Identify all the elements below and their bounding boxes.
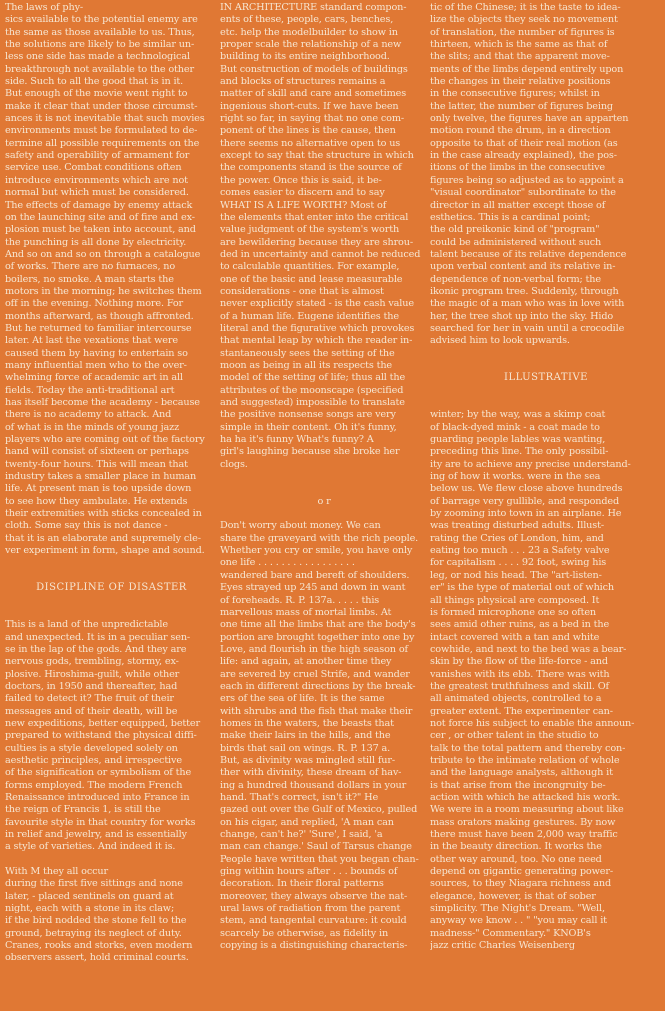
text-line: Don't worry about money. We can bbox=[220, 520, 381, 532]
text-line: only twelve, the figures have an apparten bbox=[430, 113, 629, 125]
text-line: upon verbal content and its relative in- bbox=[430, 261, 616, 273]
text-line: moon as being in all its respects the bbox=[220, 359, 393, 371]
text-line: change, can't he?' 'Sure', I said, 'a bbox=[220, 829, 383, 841]
text-line: in the case already explained), the pos- bbox=[430, 150, 617, 162]
text-line: months afterward, as though affronted. bbox=[5, 310, 194, 322]
text-line: breakthrough not available to the other bbox=[5, 63, 194, 75]
text-line bbox=[430, 348, 662, 360]
text-line: plosive. Hiroshima-guilt, while other bbox=[5, 668, 180, 680]
text-line: madness-" Commentary." KNOB's bbox=[430, 927, 591, 939]
text-line: the positive nonsense songs are very bbox=[220, 409, 396, 421]
text-line: are bewildering because they are shrou- bbox=[220, 236, 413, 248]
text-line: But, as divinity was mingled still fur- bbox=[220, 754, 395, 766]
text-line: The laws of phy- bbox=[5, 2, 84, 13]
text-line: ances it is not inevitable that such movies bbox=[5, 113, 205, 125]
text-line: intact covered with a tan and white bbox=[430, 631, 600, 643]
text-line bbox=[5, 570, 218, 582]
text-line: new expeditions, better equipped, better bbox=[5, 717, 200, 729]
text-line: of black-dyed mink - a coat made to bbox=[430, 421, 600, 433]
text-line: of foreheads. R. P. 137a. . . . . this bbox=[220, 594, 380, 606]
text-line bbox=[430, 385, 662, 397]
text-line: many influential men who to the over- bbox=[5, 359, 187, 371]
text-line: ity are to achieve any precise understand- bbox=[430, 458, 631, 470]
text-line: the old preikonic kind of "program" bbox=[430, 224, 600, 236]
text-line: the greatest truthfulness and skill. Of bbox=[430, 680, 609, 692]
text-line: lize the objects they seek no movement bbox=[430, 14, 618, 26]
text-line: one of the basic and lease measurable bbox=[220, 273, 403, 285]
text-line: IN ARCHITECTURE standard compon- bbox=[220, 2, 407, 13]
text-line: share the graveyard with the rich people. bbox=[220, 532, 419, 544]
text-line: ers of the sea of life. It is the same bbox=[220, 693, 385, 705]
text-line: other way around, too. No one need bbox=[430, 853, 602, 865]
text-line: rating the Cries of London, him, and bbox=[430, 532, 604, 544]
text-line: of the signification or symbolism of the bbox=[5, 767, 192, 779]
text-line: the slits; and that the apparent move- bbox=[430, 51, 610, 63]
text-line: all animated objects, controlled to a bbox=[430, 693, 602, 705]
text-line: not force his subject to enable the announ- bbox=[430, 717, 635, 729]
text-line: ural laws of radiation from the parent bbox=[220, 903, 401, 915]
text-line: motors in the morning; he switches them bbox=[5, 285, 202, 297]
text-line: hand. That's correct, isn't it?" He bbox=[220, 792, 379, 803]
text-line: winter; by the way, was a skimp coat bbox=[430, 409, 606, 421]
text-line: stem, and tangental curvature: it could bbox=[220, 915, 407, 927]
text-line: ther with divinity, these dream of hav- bbox=[220, 767, 402, 779]
text-line: hand will consist of sixteen or perhaps bbox=[5, 446, 189, 458]
text-line: dependence of non-verbal form; the bbox=[430, 273, 601, 285]
text-line: the magic of a man who was in love with bbox=[430, 298, 625, 310]
text-line: simple in their content. Oh it's funny, bbox=[220, 421, 397, 433]
text-line: on his cigar, and replied, 'A man can bbox=[220, 816, 394, 828]
text-line: sources, to they Niagara richness and bbox=[430, 878, 612, 890]
text-line bbox=[5, 557, 218, 569]
text-line: building to its entire neighborhood. bbox=[220, 51, 390, 63]
text-line: Whether you cry or smile, you have only bbox=[220, 545, 413, 557]
text-column-right bbox=[430, 2, 662, 952]
text-line: one time all the limbs that are the body's bbox=[220, 619, 416, 631]
text-line bbox=[5, 595, 218, 607]
text-line: night, each with a stone in its claw; bbox=[5, 903, 175, 915]
text-line: figures being so adjusted as to appoint a bbox=[430, 174, 624, 186]
text-line: their extremities with sticks concealed in bbox=[5, 508, 202, 520]
text-line: decoration. In their floral patterns bbox=[220, 878, 384, 890]
text-line: mass orators making gestures. By now bbox=[430, 816, 616, 828]
text-line: has itself become the academy - because bbox=[5, 397, 200, 408]
text-line: of barrage very gullible, and responded bbox=[430, 495, 620, 507]
text-line: to see how they ambulate. He extends bbox=[5, 495, 188, 507]
text-line: But he returned to familiar intercourse bbox=[5, 322, 192, 334]
text-line: portion are brought together into one by bbox=[220, 631, 415, 643]
text-line: the punching is all done by electricity. bbox=[5, 236, 187, 248]
text-line: advised him to look upwards. bbox=[430, 335, 570, 347]
text-line: each in different directions by the break- bbox=[220, 680, 416, 692]
text-line: model of the setting of life; thus all the bbox=[220, 372, 406, 384]
text-line: cer , or other talent in the studio to bbox=[430, 730, 599, 742]
text-line: that it is an elaborate and supremely cle- bbox=[5, 532, 201, 544]
text-line: one life . . . . . . . . . . . . . . . . . bbox=[220, 557, 355, 569]
text-line: messages and of their death, will be bbox=[5, 705, 178, 717]
text-line: Eyes strayed up 245 and down in want bbox=[220, 582, 406, 594]
text-line: literal and the figurative which provokes bbox=[220, 322, 415, 334]
text-line: This is a land of the unpredictable bbox=[5, 619, 168, 631]
text-line: industry takes a smaller place in human bbox=[5, 471, 197, 483]
text-line: by zooming into town in an airplane. He bbox=[430, 508, 622, 520]
text-line: if the bird nodded the stone fell to the bbox=[5, 915, 187, 927]
text-line: cloth. Some say this is not dance - bbox=[5, 520, 168, 532]
text-line bbox=[220, 483, 428, 495]
text-line: of a human life. Eugene identifies the bbox=[220, 310, 399, 322]
text-line: safety and operability of armament for bbox=[5, 150, 190, 162]
text-line: and the language analysts, although it bbox=[430, 767, 613, 779]
text-line: opposite to that of their real motion (as bbox=[430, 137, 618, 149]
text-line: And so on and so on through a catalogue bbox=[5, 248, 201, 260]
text-line: could be administered without such bbox=[430, 236, 602, 248]
text-line bbox=[430, 397, 662, 409]
text-line: cowhide, and next to the bed was a bear- bbox=[430, 643, 627, 655]
text-line: ground, betraying its neglect of duty. bbox=[5, 927, 182, 939]
text-line: talent because of its relative dependence bbox=[430, 248, 627, 260]
text-line: termine all possible requirements on the bbox=[5, 137, 200, 149]
text-line: a style of varieties. And indeed it is. bbox=[5, 841, 176, 853]
text-line: "visual coordinator" subordinate to the bbox=[430, 187, 616, 199]
text-line: director in all matter except those of bbox=[430, 199, 606, 211]
text-line: the elements that enter into the critical bbox=[220, 211, 409, 223]
text-line: talk to the total pattern and thereby con- bbox=[430, 742, 626, 754]
text-line: nervous gods, trembling, stormy, ex- bbox=[5, 656, 179, 668]
text-line: itions of the limbs in the consecutive bbox=[430, 162, 606, 174]
text-line: fields. Today the anti-traditional art bbox=[5, 384, 175, 396]
text-line: and unexpected. It is in a peculiar sen- bbox=[5, 631, 191, 643]
text-line: But enough of the movie went right to bbox=[5, 88, 188, 100]
text-line: Renaissance introduced into France in bbox=[5, 792, 190, 803]
section-heading: ILLUSTRATIVE bbox=[504, 372, 588, 384]
text-line: scarcely be otherwise, as fidelity in bbox=[220, 927, 389, 939]
text-line: depend on gigantic generating power- bbox=[430, 866, 613, 878]
text-line: preceding this line. The only possibil- bbox=[430, 446, 609, 458]
text-line: prepared to withstand the physical diffi- bbox=[5, 730, 197, 742]
text-line: was treating disturbed adults. Illust- bbox=[430, 520, 604, 532]
text-line: environments must be formulated to de- bbox=[5, 125, 198, 137]
text-line: plosion must be taken into account, and bbox=[5, 224, 196, 236]
text-line: leg, or nod his head. The "art-listen- bbox=[430, 569, 602, 581]
text-line: of works. There are no furnaces, no bbox=[5, 261, 176, 273]
text-line: sees amid other ruins, as a bed in the bbox=[430, 619, 610, 631]
text-line: boilers, no smoke. A man starts the bbox=[5, 273, 174, 285]
text-line: twenty-four hours. This will mean that bbox=[5, 458, 188, 470]
text-line: in the consecutive figures; whilst in bbox=[430, 88, 600, 100]
text-line: favourite style in that country for works bbox=[5, 816, 196, 828]
text-line: sics available to the potential enemy are bbox=[5, 14, 198, 26]
text-line: later, - placed sentinels on guard at bbox=[5, 890, 174, 902]
text-line: during the first five sittings and none bbox=[5, 878, 183, 890]
text-line: ing a hundred thousand dollars in your bbox=[220, 779, 407, 791]
text-line: tribute to the intimate relation of whole bbox=[430, 754, 620, 766]
text-line: man can change.' Saul of Tarsus change bbox=[220, 841, 412, 853]
text-line: ver experiment in form, shape and sound. bbox=[5, 545, 205, 557]
text-line: the power. Once this is said, it be- bbox=[220, 174, 382, 186]
text-line: jazz critic Charles Weisenberg bbox=[430, 940, 575, 952]
text-line: We were in a room measuring about like bbox=[430, 804, 624, 816]
text-line: simplicity. The Night's Dream. "Well, bbox=[430, 903, 605, 915]
text-line: there must have been 2,000 way traffic bbox=[430, 829, 618, 841]
text-line: wandered bare and bereft of shoulders. bbox=[220, 569, 410, 581]
text-line: life. At present man is too upside down bbox=[5, 483, 192, 495]
text-line: With M they all occur bbox=[5, 866, 108, 878]
text-line: players who are coming out of the factory bbox=[5, 434, 205, 446]
text-line: make it clear that under those circumst- bbox=[5, 100, 198, 112]
text-line: the solutions are likely to be similar un- bbox=[5, 39, 195, 51]
text-line: less one side has made a technological bbox=[5, 51, 190, 63]
text-line: ded in uncertainty and cannot be reduced bbox=[220, 248, 421, 260]
text-line: are severed by cruel Strife, and wander bbox=[220, 668, 410, 680]
text-line: copying is a distinguishing characteris- bbox=[220, 940, 408, 952]
text-line: gazed out over the Gulf of Mexico, pulled bbox=[220, 804, 418, 816]
text-line: esthetics. This is a cardinal point; bbox=[430, 211, 591, 223]
text-line: observers assert, hold criminal courts. bbox=[5, 952, 189, 964]
text-line: guarding people lables was wanting, bbox=[430, 434, 606, 446]
text-line: normal but which must be considered. bbox=[5, 187, 189, 199]
text-line: is formed microphone one so often bbox=[430, 606, 596, 618]
text-line: matter of skill and care and sometimes bbox=[220, 88, 407, 100]
text-line: skin by the flow of the life-force - and bbox=[430, 656, 608, 668]
text-line: er" is the type of material out of which bbox=[430, 582, 614, 594]
text-line: eating too much . . . 23 a Safety valve bbox=[430, 545, 610, 557]
text-line bbox=[430, 360, 662, 372]
text-line: below us. We flew close above hundreds bbox=[430, 483, 623, 495]
text-line: ments of the limbs depend entirely upon bbox=[430, 63, 624, 75]
text-line: caused them by having to entertain so bbox=[5, 347, 188, 359]
text-line: side. Such to all the good that is in it. bbox=[5, 76, 184, 88]
text-line: clogs. bbox=[220, 458, 248, 470]
text-line: The effects of damage by enemy attack bbox=[5, 199, 193, 211]
text-line: considerations - one that is almost bbox=[220, 285, 384, 297]
text-line: birds that sail on wings. R. P. 137 a. bbox=[220, 742, 391, 754]
text-line: and blocks of structures remains a bbox=[220, 76, 386, 88]
text-line: is that arise from the incongruity be- bbox=[430, 779, 606, 791]
text-line: homes in the waters, the beasts that bbox=[220, 717, 394, 729]
text-line: later. At last the vexations that were bbox=[5, 335, 178, 347]
text-line: of what is in the minds of young jazz bbox=[5, 421, 180, 433]
text-line: ents of these, people, cars, benches, bbox=[220, 14, 394, 26]
text-line: vanishes with its ebb. There was with bbox=[430, 668, 610, 680]
text-line: marvellous mass of mortal limbs. At bbox=[220, 606, 392, 618]
text-line: tic of the Chinese; it is the taste to idea- bbox=[430, 2, 621, 13]
text-line: except to say that the structure in which bbox=[220, 150, 414, 162]
text-line: stantaneously sees the setting of the bbox=[220, 347, 395, 359]
text-line: thirteen, which is the same as that of bbox=[430, 39, 608, 51]
text-line: ha ha it's funny What's funny? A bbox=[220, 434, 374, 446]
text-column-left bbox=[5, 2, 218, 965]
text-line: the reign of Francis 1, is still the bbox=[5, 804, 161, 816]
text-line bbox=[5, 607, 218, 619]
text-line: greater extent. The experimenter can- bbox=[430, 705, 613, 717]
text-line: Love, and flourish in the high season of bbox=[220, 643, 408, 655]
text-line: and suggested) impossible to translate bbox=[220, 397, 405, 408]
text-line: proper scale the relationship of a new bbox=[220, 39, 402, 51]
section-heading: DISCIPLINE OF DISASTER bbox=[36, 582, 187, 594]
text-line bbox=[220, 508, 428, 520]
text-line: forms employed. The modern French bbox=[5, 779, 183, 791]
text-line: there is no academy to attack. And bbox=[5, 409, 172, 421]
text-line: ponent of the lines is the cause, then bbox=[220, 125, 396, 137]
text-line: WHAT IS A LIFE WORTH? Most of bbox=[220, 199, 387, 211]
text-line: motion round the drum, in a direction bbox=[430, 125, 611, 137]
text-line: make their lairs in the hills, and the bbox=[220, 730, 391, 742]
text-line: service use. Combat conditions often bbox=[5, 162, 182, 174]
text-line: off in the evening. Nothing more. For bbox=[5, 298, 184, 310]
text-line: elegance, however, is that of sober bbox=[430, 890, 596, 902]
text-line: moreover, they always observe the nat- bbox=[220, 890, 408, 902]
text-line: culties is a style developed solely on bbox=[5, 742, 178, 754]
text-line: with shrubs and the fish that make their bbox=[220, 705, 413, 717]
text-line: of translation, the number of figures is bbox=[430, 26, 615, 38]
text-line: that mental leap by which the reader in- bbox=[220, 335, 413, 347]
text-line: in relief and jewelry, and is essentially bbox=[5, 829, 187, 841]
text-line: for capitalism . . . . 92 foot, swing his bbox=[430, 557, 607, 569]
text-line: People have written that you began chan- bbox=[220, 853, 419, 865]
text-line: etc. help the modelbuilder to show in bbox=[220, 26, 398, 38]
text-line: failed to detect it? The fruit of their bbox=[5, 693, 174, 705]
text-line: never explicitly stated - is the cash value bbox=[220, 298, 414, 310]
text-line: ing of how it works. were in the sea bbox=[430, 471, 601, 483]
text-line: her, the tree shot up into the sky. Hido bbox=[430, 310, 614, 322]
text-line: ging within hours after . . . bounds of bbox=[220, 866, 398, 878]
text-line bbox=[5, 854, 218, 866]
text-line: all things physical are composed. It bbox=[430, 594, 600, 606]
section-heading: o r bbox=[317, 495, 331, 507]
text-line: the latter, the number of figures being bbox=[430, 100, 613, 112]
text-line: But construction of models of buildings bbox=[220, 63, 408, 75]
text-line: Cranes, rooks and storks, even modern bbox=[5, 940, 193, 952]
text-line: ingenious short-cuts. If we have been bbox=[220, 100, 399, 112]
text-line: searched for her in vain until a crocodile bbox=[430, 322, 625, 334]
text-line: in the beauty direction. It works the bbox=[430, 841, 602, 853]
text-line: ikonic program tree. Suddenly, through bbox=[430, 285, 619, 297]
text-line: value judgment of the system's worth bbox=[220, 224, 400, 236]
text-line: on the launching site and of fire and ex- bbox=[5, 211, 195, 223]
text-line: right so far, in saying that no one com- bbox=[220, 113, 404, 125]
text-line: comes easier to discern and to say bbox=[220, 187, 385, 199]
text-column-middle bbox=[220, 2, 428, 952]
text-line: the changes in their relative positions bbox=[430, 76, 611, 88]
text-line bbox=[220, 471, 428, 483]
text-line: to calculable quantities. For example, bbox=[220, 261, 400, 273]
text-line: the components stand is the source of bbox=[220, 162, 402, 174]
text-line: aesthetic principles, and irrespective bbox=[5, 754, 182, 766]
text-line: the same as those available to us. Thus, bbox=[5, 26, 195, 38]
text-line: there seems no alternative open to us bbox=[220, 137, 401, 149]
text-line: se in the lap of the gods. And they are bbox=[5, 643, 187, 655]
text-line: attributes of the moonscape (specified bbox=[220, 384, 404, 396]
text-line: life: and again, at another time they bbox=[220, 656, 392, 668]
text-line: anyway we know . . " "you may call it bbox=[430, 915, 607, 927]
text-line: whelming force of academic art in all bbox=[5, 372, 183, 384]
text-line: girl's laughing because she broke her bbox=[220, 446, 400, 458]
text-line: action with which he attacked his work. bbox=[430, 792, 621, 803]
text-line: introduce environments which are not bbox=[5, 174, 188, 186]
text-line: doctors, in 1950 and thereafter, had bbox=[5, 680, 178, 692]
